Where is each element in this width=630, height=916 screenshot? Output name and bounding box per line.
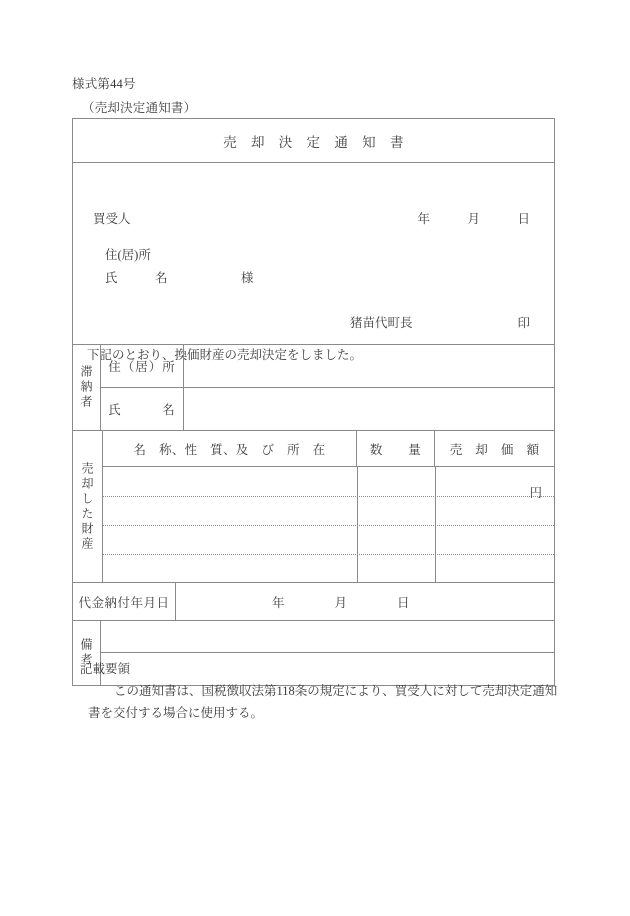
intro-text: 下記のとおり、換価財産の売却決定をしました。 [87, 348, 363, 362]
issuer-label: 猪苗代町長 [350, 316, 413, 330]
document-title: 売 却 決 定 通 知 書 [223, 135, 404, 150]
property-column-price: 売 却 価 額 [449, 442, 540, 457]
taxpayer-name-label: 氏 名 [101, 388, 184, 431]
issue-date-line: 年 月 日 [417, 212, 530, 226]
form-number: 様式第44号 [72, 77, 136, 91]
property-row-divider-3 [103, 554, 554, 555]
seal-label: 印 [517, 316, 530, 330]
notes-title: 記載要領 [80, 662, 131, 676]
property-row-divider-1 [103, 496, 554, 497]
currency-unit: 円 [529, 486, 542, 500]
property-column-name: 名 称、性 質、及 び 所 在 [103, 431, 357, 466]
property-vertical-label: 売却した財産 [73, 431, 103, 582]
remarks-rows [101, 621, 554, 685]
taxpayer-name-value[interactable] [184, 388, 554, 431]
property-data-rows [103, 467, 554, 583]
buyer-address-label: 住(居)所 [105, 248, 151, 262]
notes-body: この通知書は、国税徴収法第118条の規定により、買受人に対して売却決定通知書を交付する場合に使用する。 [88, 684, 558, 720]
buyer-label: 買受人 [93, 212, 131, 226]
property-section [73, 431, 554, 583]
remarks-vertical-label: 備考 [73, 621, 101, 685]
taxpayer-address-value[interactable] [184, 345, 554, 387]
property-header-row [103, 431, 554, 467]
taxpayer-rows [101, 345, 554, 430]
property-column-quantity: 数 量 [357, 431, 435, 466]
taxpayer-section [73, 345, 554, 431]
form-frame [72, 118, 555, 686]
payment-date-section [73, 583, 554, 621]
taxpayer-name-row [101, 388, 554, 431]
taxpayer-address-row [101, 345, 554, 388]
payment-date-value[interactable]: 年 月 日 [272, 595, 410, 610]
title-band [73, 119, 554, 163]
addressee-band [73, 163, 554, 362]
buyer-name-label: 氏 名 [105, 271, 168, 285]
property-body [103, 431, 554, 582]
form-subtitle: （売却決定通知書） [82, 101, 197, 115]
remarks-row-1[interactable] [101, 621, 554, 653]
property-row-divider-2 [103, 525, 554, 526]
taxpayer-vertical-label: 滞納者 [73, 345, 101, 430]
honorific-label: 様 [241, 271, 254, 285]
remarks-section [73, 621, 554, 685]
taxpayer-address-label: 住（居）所 [101, 345, 184, 387]
payment-date-label: 代金納付年月日 [73, 583, 176, 620]
